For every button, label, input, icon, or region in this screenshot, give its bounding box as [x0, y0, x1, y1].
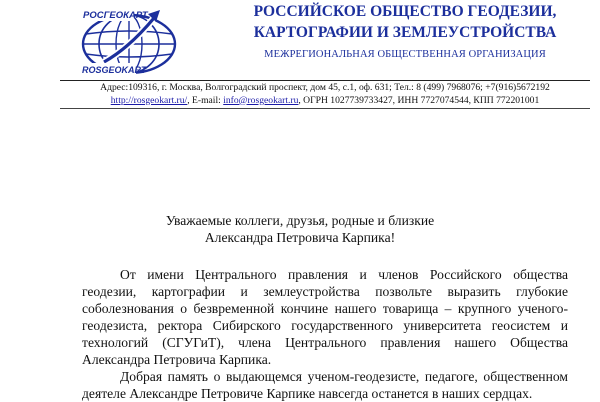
letterhead [0, 0, 600, 110]
logo-text-bottom: ROSGEOKART [82, 65, 147, 75]
email-link[interactable]: info@rosgeokart.ru [223, 94, 299, 106]
org-name-line2: КАРТОГРАФИИ И ЗЕМЛЕУСТРОЙСТВА [253, 24, 557, 41]
logo-text-top: РОСГЕОКАРТ [83, 10, 148, 21]
org-name-line1: РОССИЙСКОЕ ОБЩЕСТВО ГЕОДЕЗИИ, [253, 3, 557, 20]
web-registry-line [60, 95, 590, 108]
memory-paragraph: Добрая память о выдающемся ученом-геодезисте, педагоге, общественном деятеле Александре Петровиче Карпике навсегда останется в наших сердцах. [82, 369, 568, 401]
globe-logo-icon [74, 4, 184, 80]
contacts-divider [60, 108, 590, 109]
registry-numbers: , ОГРН 1027739733427, ИНН 7727074544, КПП 772201001 [298, 94, 540, 106]
org-subtitle: МЕЖРЕГИОНАЛЬНАЯ ОБЩЕСТВЕННАЯ ОРГАНИЗАЦИЯ [264, 49, 546, 60]
website-link[interactable]: http://rosgeokart.ru/ [110, 94, 188, 106]
contact-block [60, 82, 590, 107]
condolence-paragraph: От имени Центрального правления и членов Российского общества геодезии, картографии и землеустройства позвольте выразить глубокие соболезнования о безвременной кончине нашего товарища – крупного ученого-геодезиста, ректора Сибирского государственного университета геосистем и технологий (СГУГиТ), члена Центрального правления нашего Общества Александра Петровича Карпика. [82, 267, 568, 367]
address-line: Адрес:109316, г. Москва, Волгоградский проспект, дом 45, с.1, оф. 631; Тел.: 8 (499) 7968076; +7(916)5672192 [100, 82, 550, 93]
header-divider [60, 80, 590, 81]
email-label: , E-mail: [187, 94, 221, 106]
rosgeokart-logo [74, 4, 184, 80]
letter-greeting [0, 212, 600, 246]
greeting-line2: Александра Петровича Карпика! [204, 230, 396, 245]
letter-body [82, 266, 568, 402]
greeting-line1: Уважаемые коллеги, друзья, родные и близкие [165, 213, 435, 228]
